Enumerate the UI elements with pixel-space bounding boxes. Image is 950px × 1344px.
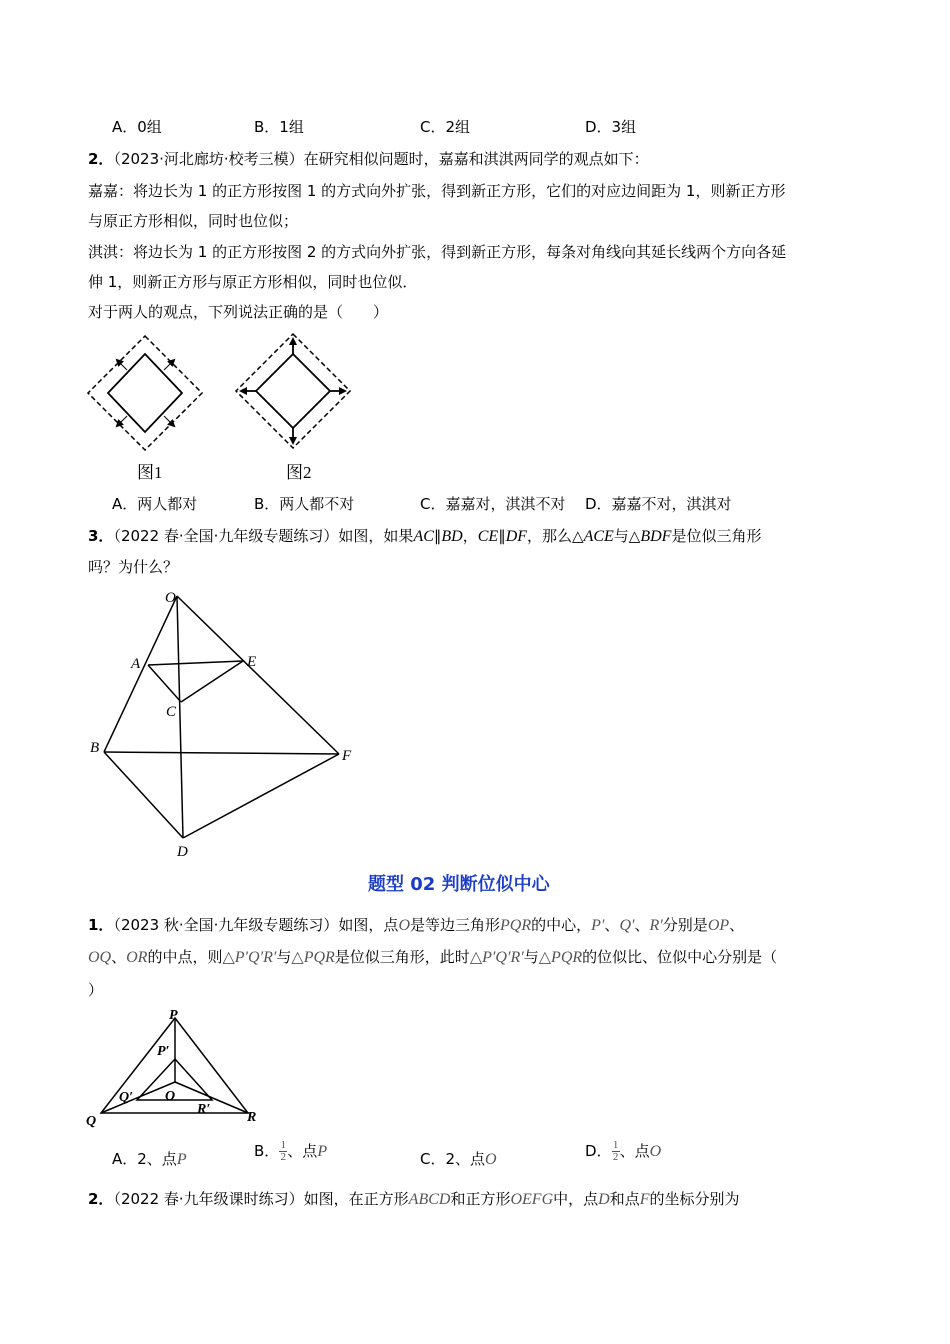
p1-text: 的中点，则 bbox=[147, 948, 223, 966]
q3-line-2: 吗？为什么？ bbox=[88, 558, 179, 576]
p1-text: 的位似比、位似中心分别是（ bbox=[582, 948, 778, 966]
fraction-denominator: 2 bbox=[280, 1151, 287, 1163]
q2-qiqi-1: 淇淇：将边长为 1 的正方形按图 2 的方式向外扩张，得到新正方形，每条对角线向其延长线两个方向各延 bbox=[88, 243, 787, 261]
q3-math: CE bbox=[477, 528, 499, 545]
p2-line-1 bbox=[88, 1189, 740, 1210]
label-a: A bbox=[131, 656, 141, 672]
p1-option-b-text: 、点 bbox=[287, 1142, 318, 1160]
q3-math: ∥ bbox=[498, 527, 506, 545]
fraction-denominator: 2 bbox=[612, 1151, 619, 1163]
q3-math: ACE bbox=[583, 528, 614, 545]
line-oq bbox=[101, 1082, 175, 1113]
p1-text: 、 bbox=[604, 916, 620, 934]
q3-text: 如图，如果 bbox=[338, 527, 414, 545]
p1-option-d-text: D． bbox=[585, 1142, 612, 1160]
p1-option-d-text: 、点 bbox=[619, 1142, 650, 1160]
label-r-prime: R′ bbox=[197, 1102, 211, 1117]
q3-source: （2022 春·全国·九年级专题练习） bbox=[113, 527, 339, 545]
p2-math: F bbox=[639, 1191, 650, 1208]
p1-line-3: ） bbox=[88, 981, 104, 999]
p1-option-a-point: P bbox=[176, 1151, 187, 1168]
p1-math: △PQR bbox=[538, 949, 583, 966]
p1-text: 的中心， bbox=[531, 916, 592, 934]
p1-text: 如图，点 bbox=[338, 916, 399, 934]
p1-text: 、 bbox=[634, 916, 650, 934]
p1-math: OP bbox=[707, 917, 730, 934]
q3-text: 是位似三角形 bbox=[671, 527, 762, 545]
p2-source: （2022 春·九年级课时练习） bbox=[113, 1190, 304, 1208]
option-a: A．0组 bbox=[112, 118, 162, 136]
label-e: E bbox=[247, 654, 257, 670]
p1-number: 1． bbox=[88, 916, 114, 934]
label-d: D bbox=[177, 844, 188, 860]
p1-option-a bbox=[112, 1149, 187, 1170]
p1-math: O bbox=[398, 917, 410, 934]
p1-text: 与 bbox=[276, 948, 292, 966]
section-title: 题型 02 判断位似中心 bbox=[368, 874, 550, 895]
p1-math: OR bbox=[126, 949, 148, 966]
q2-option-a: A．两人都对 bbox=[112, 495, 198, 513]
q3-math: ∥ bbox=[433, 527, 442, 545]
p2-number: 2． bbox=[88, 1190, 114, 1208]
p2-math: OEFG bbox=[510, 1191, 554, 1208]
q3-math: BD bbox=[441, 528, 463, 545]
p1-option-c-point: O bbox=[485, 1151, 497, 1168]
q2-source: （2023·河北廊坊·校考三模） bbox=[113, 150, 304, 168]
p1-option-c bbox=[420, 1149, 497, 1170]
p2-text: 和点 bbox=[609, 1190, 640, 1208]
p1-option-b bbox=[254, 1140, 327, 1163]
p1-option-b-point: P bbox=[317, 1143, 328, 1160]
fig2-label: 图2 bbox=[286, 463, 312, 482]
label-o: O bbox=[165, 1089, 176, 1104]
p2-math: D bbox=[598, 1191, 610, 1208]
label-r: R bbox=[247, 1110, 257, 1125]
label-p: P bbox=[169, 1008, 178, 1023]
q3-text: 与△ bbox=[613, 527, 641, 545]
p1-source: （2023 秋·全国·九年级专题练习） bbox=[113, 916, 339, 934]
p1-math: △P′Q′R′ bbox=[222, 949, 277, 966]
q3-math: BDF bbox=[640, 528, 672, 545]
label-o: O bbox=[165, 590, 176, 606]
q2-question: 对于两人的观点，下列说法正确的是（ ） bbox=[88, 303, 389, 321]
p2-text: 中，点 bbox=[553, 1190, 599, 1208]
p1-math: Q′ bbox=[619, 917, 635, 934]
p1-option-d-point: O bbox=[649, 1143, 662, 1160]
p1-math: OQ bbox=[88, 949, 112, 966]
p1-text: 分别是 bbox=[662, 916, 708, 934]
q3-text: ，那么△ bbox=[527, 527, 584, 545]
label-q: Q bbox=[86, 1114, 97, 1129]
q2-number: 2． bbox=[88, 150, 114, 168]
label-p-prime: P′ bbox=[157, 1044, 170, 1059]
q2-option-c: C．嘉嘉对，淇淇不对 bbox=[420, 495, 566, 513]
p1-text: 是位似三角形，此时 bbox=[334, 948, 470, 966]
p2-text: 和正方形 bbox=[450, 1190, 511, 1208]
option-b: B．1组 bbox=[254, 118, 304, 136]
label-c: C bbox=[166, 704, 177, 720]
p1-option-c-text: C．2、点 bbox=[420, 1150, 486, 1168]
p1-math: PQR bbox=[500, 917, 532, 934]
q3-text: ， bbox=[462, 527, 478, 545]
q2-jiajia-1: 嘉嘉：将边长为 1 的正方形按图 1 的方式向外扩张，得到新正方形，它们的对应边间距为 1，则新正方形 bbox=[88, 182, 786, 200]
q3-math: AC bbox=[413, 528, 434, 545]
p1-text: 是等边三角形 bbox=[410, 916, 501, 934]
q2-qiqi-2: 伸 1，则新正方形与原正方形相似，同时也位似． bbox=[88, 273, 418, 291]
p1-option-d-fraction bbox=[612, 1140, 620, 1163]
q2-option-b: B．两人都不对 bbox=[254, 495, 355, 513]
fraction-numerator: 1 bbox=[280, 1139, 287, 1151]
option-d: D．3组 bbox=[585, 118, 637, 136]
p1-math: P′ bbox=[591, 917, 605, 934]
q2-intro: 在研究相似问题时，嘉嘉和淇淇两同学的观点如下： bbox=[303, 150, 649, 168]
p1-option-b-text: B． bbox=[254, 1142, 280, 1160]
fig1-label: 图1 bbox=[137, 463, 163, 482]
label-b: B bbox=[90, 740, 100, 756]
p1-math: △PQR bbox=[291, 949, 335, 966]
q3-number: 3． bbox=[88, 527, 114, 545]
line-or bbox=[175, 1082, 248, 1113]
q2-option-d: D．嘉嘉不对，淇淇对 bbox=[585, 495, 732, 513]
p1-math: R′ bbox=[649, 917, 663, 934]
p2-text: 的坐标分别为 bbox=[649, 1190, 740, 1208]
p2-math: ABCD bbox=[408, 1191, 451, 1208]
fraction-numerator: 1 bbox=[612, 1139, 619, 1151]
label-q-prime: Q′ bbox=[119, 1090, 134, 1105]
p1-text: 、 bbox=[111, 948, 127, 966]
p1-option-a-text: A．2、点 bbox=[112, 1150, 177, 1168]
p1-math: △P′Q′R′ bbox=[469, 949, 524, 966]
p1-option-d bbox=[585, 1140, 661, 1163]
q2-jiajia-2: 与原正方形相似，同时也位似； bbox=[88, 212, 299, 230]
p2-text: 如图，在正方形 bbox=[303, 1190, 409, 1208]
label-f: F bbox=[342, 748, 352, 764]
q3-math: DF bbox=[505, 528, 528, 545]
option-c: C．2组 bbox=[420, 118, 471, 136]
p1-text: 、 bbox=[729, 916, 745, 934]
p1-text: 与 bbox=[523, 948, 539, 966]
